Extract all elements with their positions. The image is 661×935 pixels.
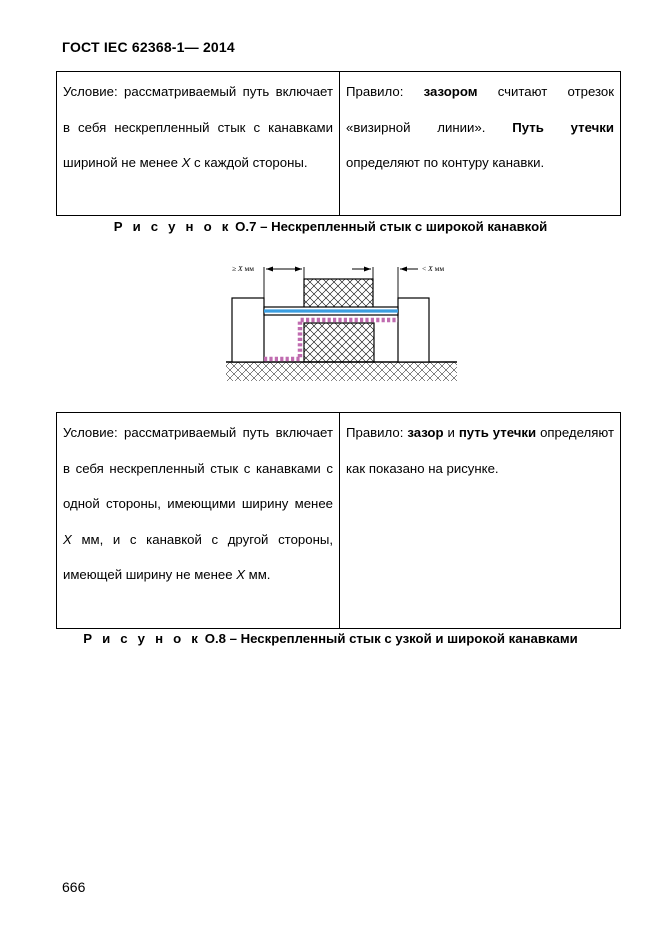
condition-rule-table-2 [56, 412, 621, 629]
ground-base [226, 362, 457, 381]
condition-rule-table-1 [56, 71, 621, 216]
dim-label-right: < X мм [422, 264, 445, 273]
upper-hatched-block [304, 279, 373, 308]
rule-cell: Правило: зазор и путь утечки определяют как показано на рисунке. [340, 413, 621, 629]
left-post [232, 298, 264, 362]
figure-caption-o7: Р и с у н о к О.7 – Нескрепленный стык с широкой канавкой [113, 219, 548, 234]
dim-label-left: ≥ X мм [232, 264, 254, 273]
joint-diagram [222, 258, 457, 382]
condition-cell: Условие: рассматриваемый путь включает в себя нескрепленный стык с канавками с одной стороны, имеющими ширину менее X мм, и с канавкой с другой стороны, имеющей ширину не менее X мм. [57, 413, 340, 629]
figure-caption-o8: Р и с у н о к О.8 – Нескрепленный стык с узкой и широкой канавками [83, 631, 578, 646]
document-header: ГОСТ IEC 62368-1— 2014 [62, 39, 235, 55]
right-post [398, 298, 429, 362]
rule-cell: Правило: зазором считают отрезок «визирной линии». Путь утечки определяют по контуру канавки. [340, 72, 621, 216]
page-number: 666 [62, 879, 86, 895]
lower-hatched-block [304, 323, 374, 362]
condition-cell: Условие: рассматриваемый путь включает в себя нескрепленный стык с канавками шириной не менее X с каждой стороны. [57, 72, 340, 216]
